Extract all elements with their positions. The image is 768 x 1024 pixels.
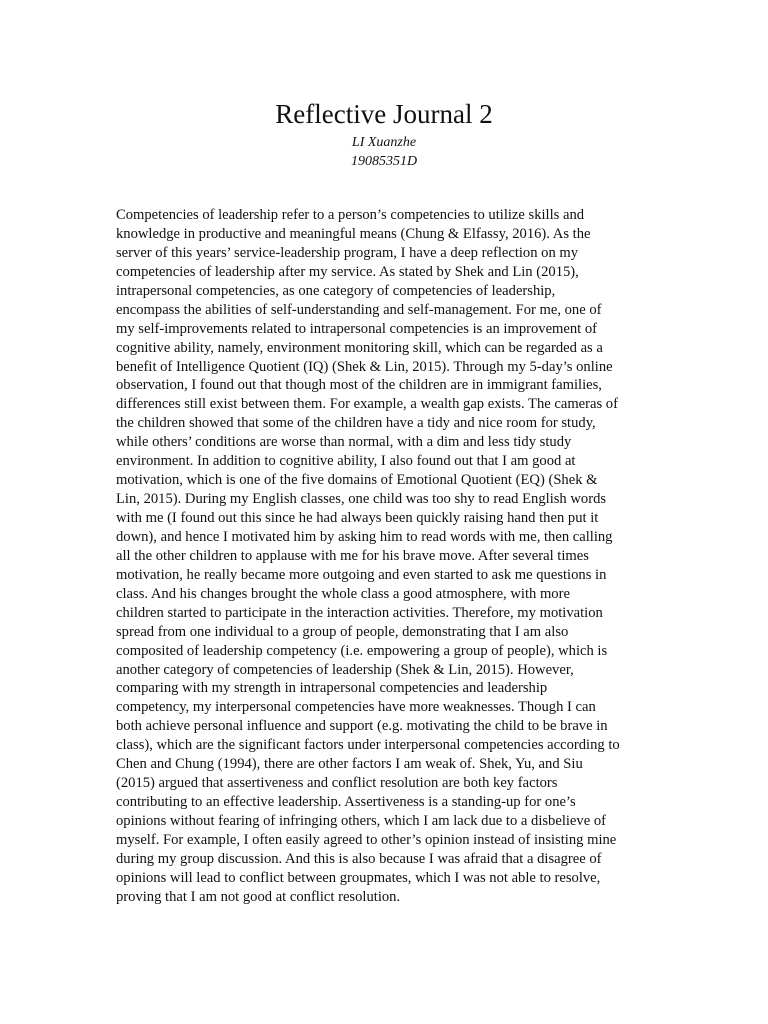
paragraph-line: children started to participate in the interaction activities. Therefore, my motivation	[116, 604, 603, 621]
paragraph-line: competencies of leadership after my service. As stated by Shek and Lin (2015),	[116, 263, 579, 280]
paragraph-line: cognitive ability, namely, environment monitoring skill, which can be regarded as a	[116, 339, 603, 356]
paragraph-line: class. And his changes brought the whole class a good atmosphere, with more	[116, 585, 570, 602]
paragraph-line: my self-improvements related to intrapersonal competencies is an improvement of	[116, 320, 598, 337]
paragraph-line: server of this years’ service-leadership program, I have a deep reflection on my	[116, 244, 579, 261]
paragraph-line: environment. In addition to cognitive ability, I also found out that I am good at	[116, 453, 576, 470]
paragraph-line: proving that I am not good at conflict resolution.	[116, 888, 401, 905]
author-name: LI Xuanzhe	[351, 135, 417, 150]
paragraph-line: spread from one individual to a group of people, demonstrating that I am also	[116, 623, 569, 640]
paragraph-line: (2015) argued that assertiveness and conflict resolution are both key factors	[116, 775, 558, 792]
paragraph-line: comparing with my strength in intrapersonal competencies and leadership	[116, 680, 548, 697]
paragraph-line: composited of leadership competency (i.e. empowering a group of people), which is	[116, 642, 608, 659]
paragraph-line: Lin, 2015). During my English classes, one child was too shy to read English words	[116, 491, 607, 508]
student-id: 19085351D	[350, 154, 418, 169]
paragraph-line: contributing to an effective leadership. Assertiveness is a standing-up for one’s	[116, 794, 576, 811]
paragraph-line: opinions will lead to conflict between groupmates, which I was not able to resolve,	[116, 869, 601, 886]
paragraph-line: another category of competencies of leadership (Shek & Lin, 2015). However,	[116, 661, 574, 678]
paragraph-line: myself. For example, I often easily agreed to other’s opinion instead of insisting mine	[116, 831, 617, 848]
paragraph-line: Chen and Chung (1994), there are other factors I am weak of. Shek, Yu, and Siu	[116, 756, 583, 773]
paragraph-line: benefit of Intelligence Quotient (IQ) (Shek & Lin, 2015). Through my 5-day’s online	[116, 358, 613, 375]
page-title: Reflective Journal 2	[275, 99, 493, 129]
paragraph-line: competency, my interpersonal competencies have more weaknesses. Though I can	[116, 699, 596, 716]
paragraph-line: class), which are the significant factors under interpersonal competencies according to	[116, 737, 620, 754]
paragraph-line: both achieve personal influence and support (e.g. motivating the child to be brave in	[116, 718, 608, 735]
paragraph-line: knowledge in productive and meaningful means (Chung & Elfassy, 2016). As the	[116, 225, 591, 242]
paragraph-line: differences still exist between them. For example, a wealth gap exists. The cameras of	[116, 396, 618, 413]
paragraph-line: all the other children to applause with me for his brave move. After several times	[116, 547, 589, 564]
paragraph-line: motivation, which is one of the five domains of Emotional Quotient (EQ) (Shek &	[116, 472, 598, 489]
paragraph-line: Competencies of leadership refer to a person’s competencies to utilize skills and	[116, 207, 585, 223]
paragraph-line: while others’ conditions are worse than normal, with a dim and less tidy study	[116, 434, 572, 451]
paragraph-line: with me (I found out this since he had always been quickly raising hand then put it	[116, 510, 599, 526]
paragraph-line: encompass the abilities of self-understanding and self-management. For me, one of	[116, 301, 602, 318]
paragraph-line: during my group discussion. And this is also because I was afraid that a disagree of	[116, 850, 602, 867]
paragraph-line: opinions without fearing of infringing others, which I am lack due to a disbelieve of	[116, 813, 606, 829]
body-paragraph	[116, 206, 656, 907]
paragraph-line: the children showed that some of the children have a tidy and nice room for study,	[116, 415, 596, 432]
paragraph-line: observation, I found out that though most of the children are in immigrant families,	[116, 377, 602, 394]
paragraph-line: down), and hence I motivated him by asking him to read words with me, then calling	[116, 528, 613, 545]
paragraph-line: intrapersonal competencies, as one category of competencies of leadership,	[116, 282, 556, 299]
paragraph-line: motivation, he really became more outgoing and even started to ask me questions in	[116, 566, 607, 583]
